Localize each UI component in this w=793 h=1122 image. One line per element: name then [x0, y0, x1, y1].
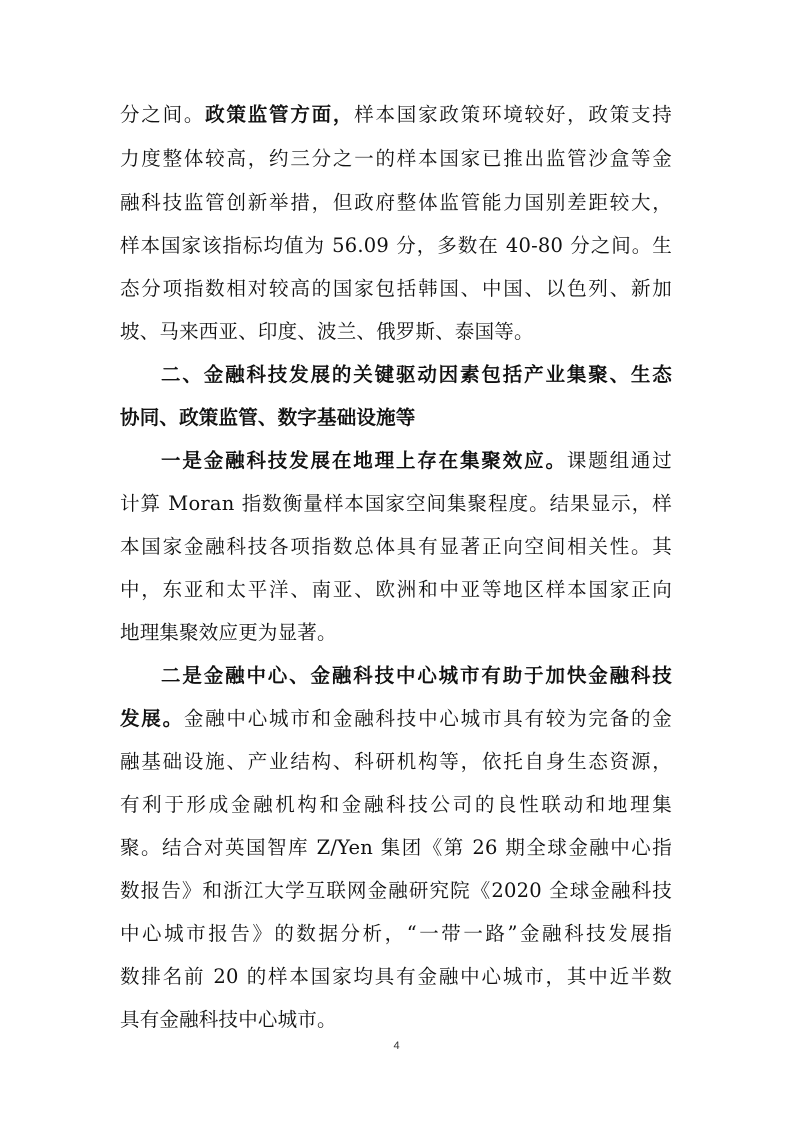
paragraph-line: 融科技监管创新举措，但政府整体监管能力国别差距较大， — [120, 191, 672, 214]
paragraph-line: 具有金融科技中心城市。 — [120, 1008, 337, 1031]
bold-phrase: 政策监管方面， — [205, 103, 355, 126]
paragraph-line: 态分项指数相对较高的国家包括韩国、中国、以色列、新加 — [120, 277, 672, 300]
text-span: 课题组通过 — [566, 449, 672, 472]
bold-phrase: 发展。 — [120, 707, 184, 730]
paragraph-line: 二是金融中心、金融科技中心城市有助于加快金融科技 — [161, 664, 672, 687]
paragraph-line: 数报告》和浙江大学互联网金融研究院《2020 全球金融科技 — [120, 879, 672, 902]
paragraph-line: 样本国家该指标均值为 56.09 分，多数在 40-80 分之间。生 — [120, 234, 672, 257]
paragraph-line: 坡、马来西亚、印度、波兰、俄罗斯、泰国等。 — [120, 320, 534, 343]
paragraph-line: 中心城市报告》的数据分析，“一带一路”金融科技发展指 — [120, 922, 672, 945]
paragraph-line — [120, 103, 672, 127]
paragraph-line: 有利于形成金融机构和金融科技公司的良性联动和地理集 — [120, 793, 672, 816]
section-heading-line: 协同、政策监管、数字基础设施等 — [120, 406, 416, 429]
paragraph-line: 数排名前 20 的样本国家均具有金融中心城市，其中近半数 — [120, 965, 672, 988]
text-span: 样本国家政策环境较好，政策支持 — [354, 103, 672, 126]
paragraph-line — [120, 707, 672, 731]
page-number: 4 — [393, 1040, 400, 1052]
text-span: 分之间。 — [120, 103, 206, 126]
paragraph-line: 计算 Moran 指数衡量样本国家空间集聚程度。结果显示，样 — [120, 492, 672, 515]
paragraph-line: 力度整体较高，约三分之一的样本国家已推出监管沙盒等金 — [120, 147, 672, 170]
text-span: 金融中心城市和金融科技中心城市具有较为完备的金 — [183, 707, 672, 730]
section-heading-line: 二、金融科技发展的关键驱动因素包括产业集聚、生态 — [161, 363, 672, 386]
paragraph-line: 本国家金融科技各项指数总体具有显著正向空间相关性。其 — [120, 535, 672, 558]
bold-phrase: 一是金融科技发展在地理上存在集聚效应。 — [161, 449, 567, 472]
paragraph-line: 聚。结合对英国智库 Z/Yen 集团《第 26 期全球金融中心指 — [120, 836, 672, 859]
paragraph-line — [161, 449, 672, 473]
paragraph-line: 地理集聚效应更为显著。 — [120, 621, 337, 644]
paragraph-line: 融基础设施、产业结构、科研机构等，依托自身生态资源， — [120, 750, 672, 773]
paragraph-line: 中，东亚和太平洋、南亚、欧洲和中亚等地区样本国家正向 — [120, 578, 672, 601]
